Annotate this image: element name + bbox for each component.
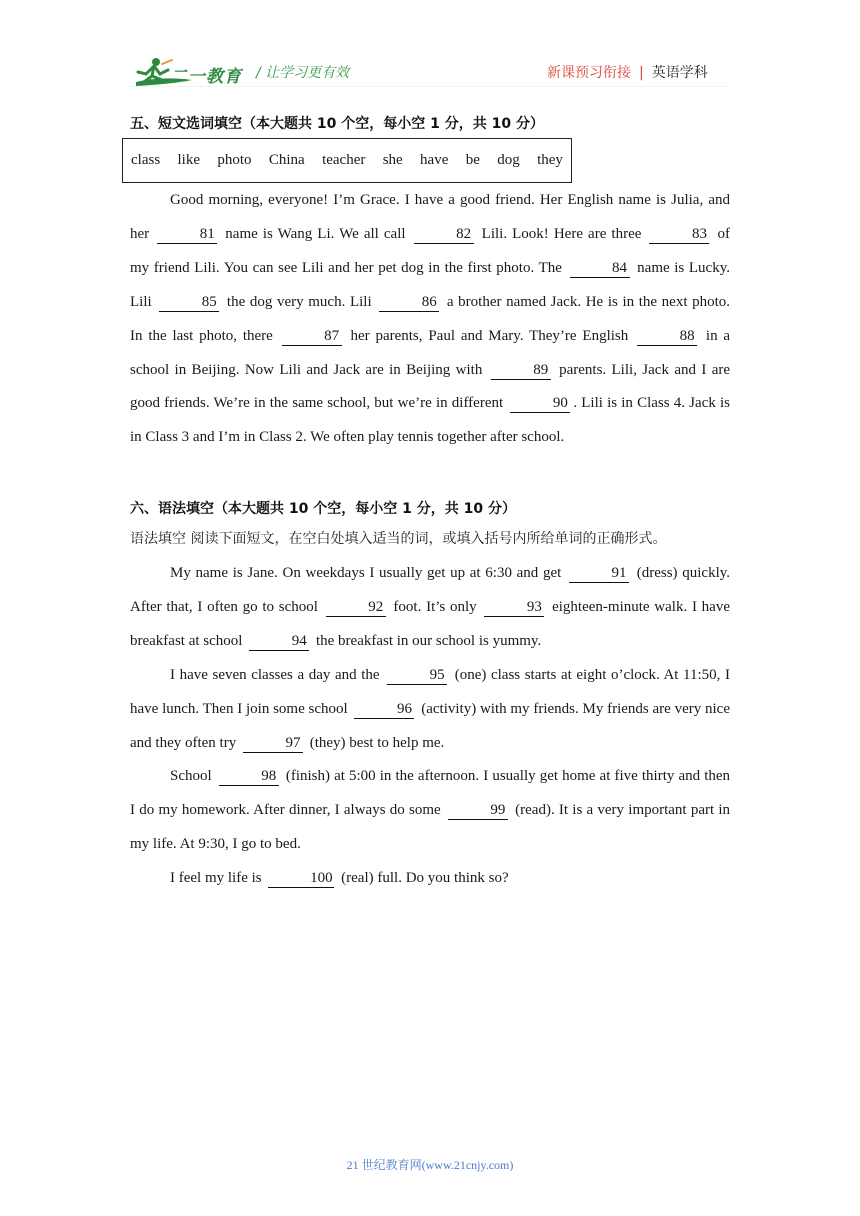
blank-92[interactable]: 92 [326, 598, 386, 617]
passage-text: My name is Jane. On weekdays I usually get up at 6:30 and get [170, 565, 562, 581]
blank-91[interactable]: 91 [569, 564, 629, 583]
blank-96[interactable]: 96 [354, 700, 414, 719]
word-bank-item: like [177, 152, 201, 168]
header-separator: | [639, 65, 644, 81]
blank-81[interactable]: 81 [157, 225, 217, 244]
passage-text: (real) full. Do you think so? [341, 870, 509, 887]
passage-text: name is Wang Li. We all call [225, 225, 406, 242]
blank-83[interactable]: 83 [649, 225, 709, 244]
header-slogan: / 让学习更有效 [256, 65, 350, 81]
passage-text: the breakfast in our school is yummy. [315, 632, 542, 649]
blank-86[interactable]: 86 [379, 293, 439, 312]
passage-text: her parents, Paul and Mary. They’re English [350, 327, 629, 344]
word-bank-item: she [382, 152, 403, 168]
blank-89[interactable]: 89 [491, 361, 551, 380]
passage-text: (dress) quickly. After that, I often go to school [130, 565, 731, 615]
word-bank-item: class [131, 152, 161, 168]
header-course-info [547, 62, 708, 82]
passage-text: a brother named Jack. He is in the next photo. In the last photo, there [130, 293, 731, 344]
passage-text: I feel my life is [170, 870, 262, 887]
passage-text: parents. Lili, Jack and I are good friends. We’re in the same school, but we’re in different [130, 361, 731, 412]
word-bank-item: China [268, 152, 305, 168]
passage-text: I have seven classes a day and the [170, 666, 380, 683]
passage-text: name is Lucky. Lili [130, 259, 730, 310]
page-header [0, 0, 860, 100]
section6-title: 六、语法填空（本大题共 10 个空，每小空 1 分，共 10 分） [130, 501, 516, 517]
blank-87[interactable]: 87 [282, 327, 342, 346]
passage-text: (they) best to help me. [309, 734, 445, 751]
blank-99[interactable]: 99 [448, 801, 508, 820]
passage-text: School [170, 768, 212, 785]
blank-85[interactable]: 85 [159, 293, 219, 312]
passage-text: foot. It’s only [393, 598, 477, 615]
passage-text: . Lili is in Class 4. Jack is in Class 3 and I’m in Class 2. We often play tennis together after school. [130, 395, 731, 446]
passage-text: (one) class starts at eight o’clock. At 11:50, I have lunch. Then I join some school [130, 666, 730, 717]
passage-text: of my friend Lili. You can see Lili and her pet dog in the first photo. The [130, 225, 731, 276]
blank-94[interactable]: 94 [249, 632, 309, 651]
word-bank-item: have [420, 152, 449, 168]
passage-text: (read). It is a very important part in my life. At 9:30, I go to bed. [130, 802, 731, 853]
section6-instruction: 语法填空 阅读下面短文，在空白处填入适当的词，或填入括号内所给单词的正确形式。 [130, 531, 667, 547]
header-subject-label: 英语学科 [651, 65, 708, 81]
passage-text: in a school in Beijing. Now Lili and Jack are in Beijing with [130, 327, 731, 378]
word-bank-item: teacher [322, 152, 366, 168]
word-bank-item: they [537, 152, 563, 168]
blank-100[interactable]: 100 [268, 869, 334, 888]
passage-text: Lili. Look! Here are three [481, 225, 642, 242]
word-bank-item: photo [217, 152, 252, 168]
passage-text: eighteen-minute walk. I have breakfast at school [130, 598, 730, 649]
passage-text: (finish) at 5:00 in the afternoon. I usually get home at five thirty and then I do my homework. After dinner, I always do some [130, 768, 731, 819]
passage-text: (activity) with my friends. My friends are very nice and they often try [130, 700, 730, 751]
page-footer: 21 世纪教育网(www.21cnjy.com) [346, 1158, 514, 1172]
section5-passage [130, 184, 730, 455]
logo-text: 二一教育 [170, 67, 242, 87]
blank-97[interactable]: 97 [243, 734, 303, 753]
blank-95[interactable]: 95 [387, 666, 447, 685]
passage-text: the dog very much. Lili [226, 293, 372, 310]
blank-88[interactable]: 88 [637, 327, 697, 346]
blank-93[interactable]: 93 [484, 598, 544, 617]
section5-title: 五、短文选词填空（本大题共 10 个空，每小空 1 分，共 10 分） [130, 116, 544, 132]
word-bank [122, 138, 572, 183]
section6-passage [130, 557, 730, 896]
blank-84[interactable]: 84 [570, 259, 630, 278]
blank-82[interactable]: 82 [414, 225, 474, 244]
blank-90[interactable]: 90 [510, 394, 570, 413]
passage-text: Good morning, everyone! I’m Grace. I have a good friend. Her English name is Julia, and her [130, 192, 730, 242]
blank-98[interactable]: 98 [219, 767, 279, 786]
header-course-label: 新课预习衔接 [547, 65, 631, 81]
word-bank-item: dog [497, 152, 520, 168]
word-bank-item: be [465, 152, 480, 168]
header-divider [130, 86, 730, 87]
